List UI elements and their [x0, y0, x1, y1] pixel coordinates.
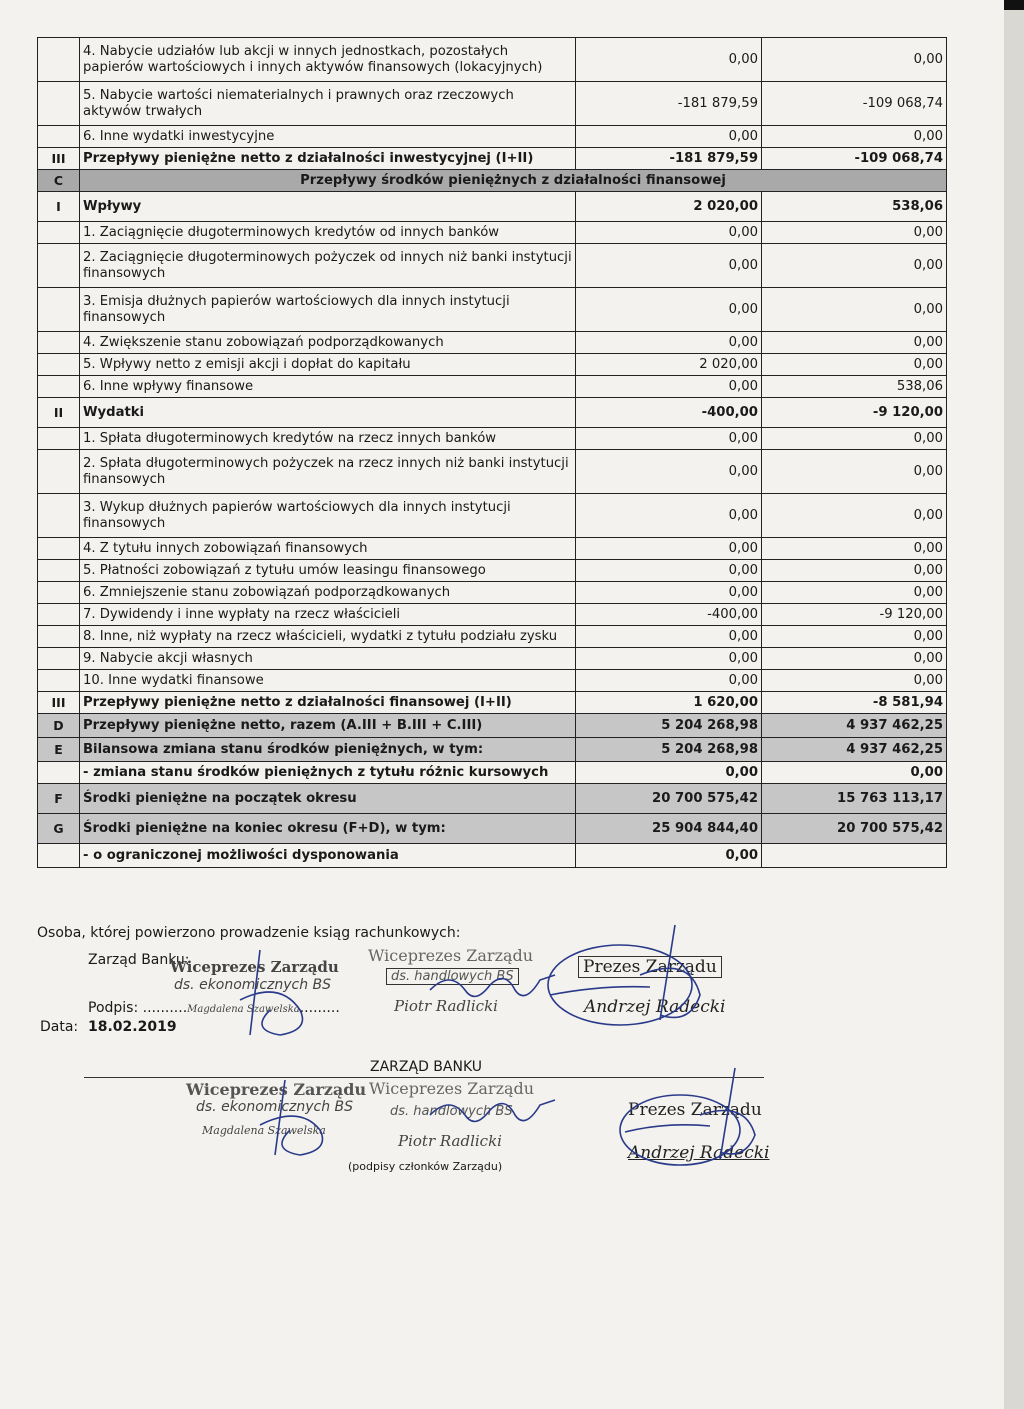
value-current-year: 0,00 — [576, 38, 762, 82]
signature-trade-2 — [420, 1090, 560, 1140]
row-description: Wpływy — [80, 192, 576, 222]
value-previous-year: 0,00 — [762, 560, 947, 582]
value-current-year: 0,00 — [576, 648, 762, 670]
row-description: - zmiana stanu środków pieniężnych z tytułu różnic kursowych — [80, 762, 576, 784]
row-label: III — [38, 148, 80, 170]
value-current-year: 0,00 — [576, 494, 762, 538]
signatures-note: (podpisy członków Zarządu) — [348, 1160, 503, 1173]
value-previous-year: 4 937 462,25 — [762, 714, 947, 738]
value-current-year: 0,00 — [576, 126, 762, 148]
value-previous-year: 0,00 — [762, 38, 947, 82]
row-description: 1. Spłata długoterminowych kredytów na rzecz innych banków — [80, 428, 576, 450]
value-previous-year: 0,00 — [762, 244, 947, 288]
value-previous-year: 15 763 113,17 — [762, 784, 947, 814]
row-description: 2. Spłata długoterminowych pożyczek na rzecz innych niż banki instytucji finansowych — [80, 450, 576, 494]
stamp-vp-trade-name-2: Piotr Radlicki — [398, 1132, 502, 1150]
row-label: III — [38, 692, 80, 714]
signature-trade-1 — [420, 960, 560, 1020]
value-previous-year: 0,00 — [762, 626, 947, 648]
value-current-year: 0,00 — [576, 626, 762, 648]
row-description: Środki pieniężne na początek okresu — [80, 784, 576, 814]
stamp-president-title-2: Prezes Zarządu — [628, 1100, 762, 1120]
row-description: 4. Z tytułu innych zobowiązań finansowych — [80, 538, 576, 560]
row-label: I — [38, 192, 80, 222]
row-label: F — [38, 784, 80, 814]
stamp-vp-trade-sub-1: ds. handlowych BS — [386, 968, 519, 985]
value-previous-year: 0,00 — [762, 582, 947, 604]
value-previous-year: 4 937 462,25 — [762, 738, 947, 762]
value-current-year: 0,00 — [576, 222, 762, 244]
row-description: - o ograniczonej możliwości dysponowania — [80, 844, 576, 868]
row-description: 3. Emisja dłużnych papierów wartościowych dla innych instytucji finansowych — [80, 288, 576, 332]
value-current-year: -181 879,59 — [576, 82, 762, 126]
value-current-year: 0,00 — [576, 762, 762, 784]
row-description: 4. Zwiększenie stanu zobowiązań podporządkowanych — [80, 332, 576, 354]
signature-president-2 — [610, 1060, 780, 1170]
row-label: E — [38, 738, 80, 762]
value-current-year: 5 204 268,98 — [576, 714, 762, 738]
value-current-year: 0,00 — [576, 844, 762, 868]
row-description: Bilansowa zmiana stanu środków pieniężnych, w tym: — [80, 738, 576, 762]
zarzad-title: ZARZĄD BANKU — [370, 1059, 482, 1075]
value-current-year: 0,00 — [576, 450, 762, 494]
value-current-year: 2 020,00 — [576, 354, 762, 376]
stamp-president-name-2: Andrzej Radecki — [628, 1143, 770, 1163]
row-description: 4. Nabycie udziałów lub akcji w innych jednostkach, pozostałych papierów wartościowych i innych aktywów finansowych (lokacyjnych) — [80, 38, 576, 82]
row-description: 9. Nabycie akcji własnych — [80, 648, 576, 670]
row-description: 8. Inne, niż wypłaty na rzecz właścicieli, wydatki z tytułu podziału zysku — [80, 626, 576, 648]
value-current-year: 25 904 844,40 — [576, 814, 762, 844]
row-description: Przepływy środków pieniężnych z działalności finansowej — [80, 170, 947, 192]
value-current-year: 20 700 575,42 — [576, 784, 762, 814]
value-current-year: -400,00 — [576, 604, 762, 626]
scan-edge — [1004, 0, 1024, 1409]
value-current-year: 0,00 — [576, 582, 762, 604]
stamp-vp-trade-title-1: Wiceprezes Zarządu — [368, 946, 534, 965]
value-previous-year: -109 068,74 — [762, 82, 947, 126]
value-previous-year: 0,00 — [762, 428, 947, 450]
value-current-year: 0,00 — [576, 332, 762, 354]
value-previous-year: 0,00 — [762, 332, 947, 354]
value-current-year: 5 204 268,98 — [576, 738, 762, 762]
value-current-year: 0,00 — [576, 670, 762, 692]
value-current-year: 0,00 — [576, 428, 762, 450]
value-previous-year: 0,00 — [762, 354, 947, 376]
row-description: 1. Zaciągnięcie długoterminowych kredytów od innych banków — [80, 222, 576, 244]
stamp-vp-trade-name-1: Piotr Radlicki — [394, 997, 498, 1015]
value-previous-year: 0,00 — [762, 494, 947, 538]
value-previous-year: -9 120,00 — [762, 398, 947, 428]
value-previous-year: 0,00 — [762, 648, 947, 670]
value-previous-year: 0,00 — [762, 538, 947, 560]
value-previous-year: -109 068,74 — [762, 148, 947, 170]
date-label: Data: — [40, 1019, 79, 1035]
stamp-vp-econ-name: Magdalena Szawelska — [187, 1004, 300, 1015]
row-description: 5. Płatności zobowiązań z tytułu umów leasingu finansowego — [80, 560, 576, 582]
stamp-vp-trade-title-2: Wiceprezes Zarządu — [369, 1079, 535, 1098]
podpis-label: Podpis: ..........Magdalena Szawelska......... — [88, 1000, 340, 1016]
row-description: 3. Wykup dłużnych papierów wartościowych dla innych instytucji finansowych — [80, 494, 576, 538]
stamp-vp-econ-sub: ds. ekonomicznych BS — [174, 977, 332, 993]
value-current-year: 1 620,00 — [576, 692, 762, 714]
stamp-vp-econ-name-2: Magdalena Szawelska — [202, 1124, 326, 1137]
signature-president-1 — [540, 915, 760, 1035]
row-description: 2. Zaciągnięcie długoterminowych pożyczek od innych niż banki instytucji finansowych — [80, 244, 576, 288]
value-current-year: 0,00 — [576, 376, 762, 398]
row-description: 6. Zmniejszenie stanu zobowiązań podporządkowanych — [80, 582, 576, 604]
zarzad-banku-label: Zarząd Banku: — [88, 952, 190, 968]
value-current-year: -181 879,59 — [576, 148, 762, 170]
stamp-vp-econ-title-2: Wiceprezes Zarządu — [186, 1080, 367, 1099]
value-previous-year: 538,06 — [762, 376, 947, 398]
value-current-year: 0,00 — [576, 244, 762, 288]
row-description: 6. Inne wydatki inwestycyjne — [80, 126, 576, 148]
row-description: Wydatki — [80, 398, 576, 428]
value-previous-year: 538,06 — [762, 192, 947, 222]
value-current-year: 0,00 — [576, 560, 762, 582]
row-description: 5. Wpływy netto z emisji akcji i dopłat do kapitału — [80, 354, 576, 376]
value-current-year: -400,00 — [576, 398, 762, 428]
date-value: 18.02.2019 — [88, 1019, 177, 1035]
value-previous-year: 0,00 — [762, 762, 947, 784]
row-description: Środki pieniężne na koniec okresu (F+D), w tym: — [80, 814, 576, 844]
row-description: 10. Inne wydatki finansowe — [80, 670, 576, 692]
value-previous-year: 20 700 575,42 — [762, 814, 947, 844]
signature-econ-1 — [220, 940, 330, 1050]
stamp-president-name-1: Andrzej Radecki — [584, 997, 726, 1017]
stamp-vp-econ-title: Wiceprezes Zarządu — [170, 958, 339, 976]
row-label: D — [38, 714, 80, 738]
value-previous-year: 0,00 — [762, 450, 947, 494]
value-previous-year: 0,00 — [762, 126, 947, 148]
stamp-vp-econ-sub-2: ds. ekonomicznych BS — [196, 1099, 354, 1115]
row-description: 6. Inne wpływy finansowe — [80, 376, 576, 398]
value-previous-year: -8 581,94 — [762, 692, 947, 714]
signature-econ-2 — [240, 1075, 350, 1165]
row-description: Przepływy pieniężne netto z działalności finansowej (I+II) — [80, 692, 576, 714]
row-description: Przepływy pieniężne netto, razem (A.III + B.III + C.III) — [80, 714, 576, 738]
value-current-year: 0,00 — [576, 288, 762, 332]
row-label: G — [38, 814, 80, 844]
value-previous-year: -9 120,00 — [762, 604, 947, 626]
row-description: 7. Dywidendy i inne wypłaty na rzecz właścicieli — [80, 604, 576, 626]
value-current-year: 2 020,00 — [576, 192, 762, 222]
row-label: II — [38, 398, 80, 428]
row-description: 5. Nabycie wartości niematerialnych i prawnych oraz rzeczowych aktywów trwałych — [80, 82, 576, 126]
row-label: C — [38, 170, 80, 192]
value-previous-year: 0,00 — [762, 288, 947, 332]
value-previous-year: 0,00 — [762, 222, 947, 244]
stamp-vp-trade-sub-2: ds. handlowych BS — [390, 1104, 513, 1119]
entrusted-person-label: Osoba, której powierzono prowadzenie ksiąg rachunkowych: — [37, 925, 461, 941]
stamp-president-title-1: Prezes Zarządu — [578, 956, 722, 978]
row-description: Przepływy pieniężne netto z działalności inwestycyjnej (I+II) — [80, 148, 576, 170]
value-previous-year: 0,00 — [762, 670, 947, 692]
value-current-year: 0,00 — [576, 538, 762, 560]
